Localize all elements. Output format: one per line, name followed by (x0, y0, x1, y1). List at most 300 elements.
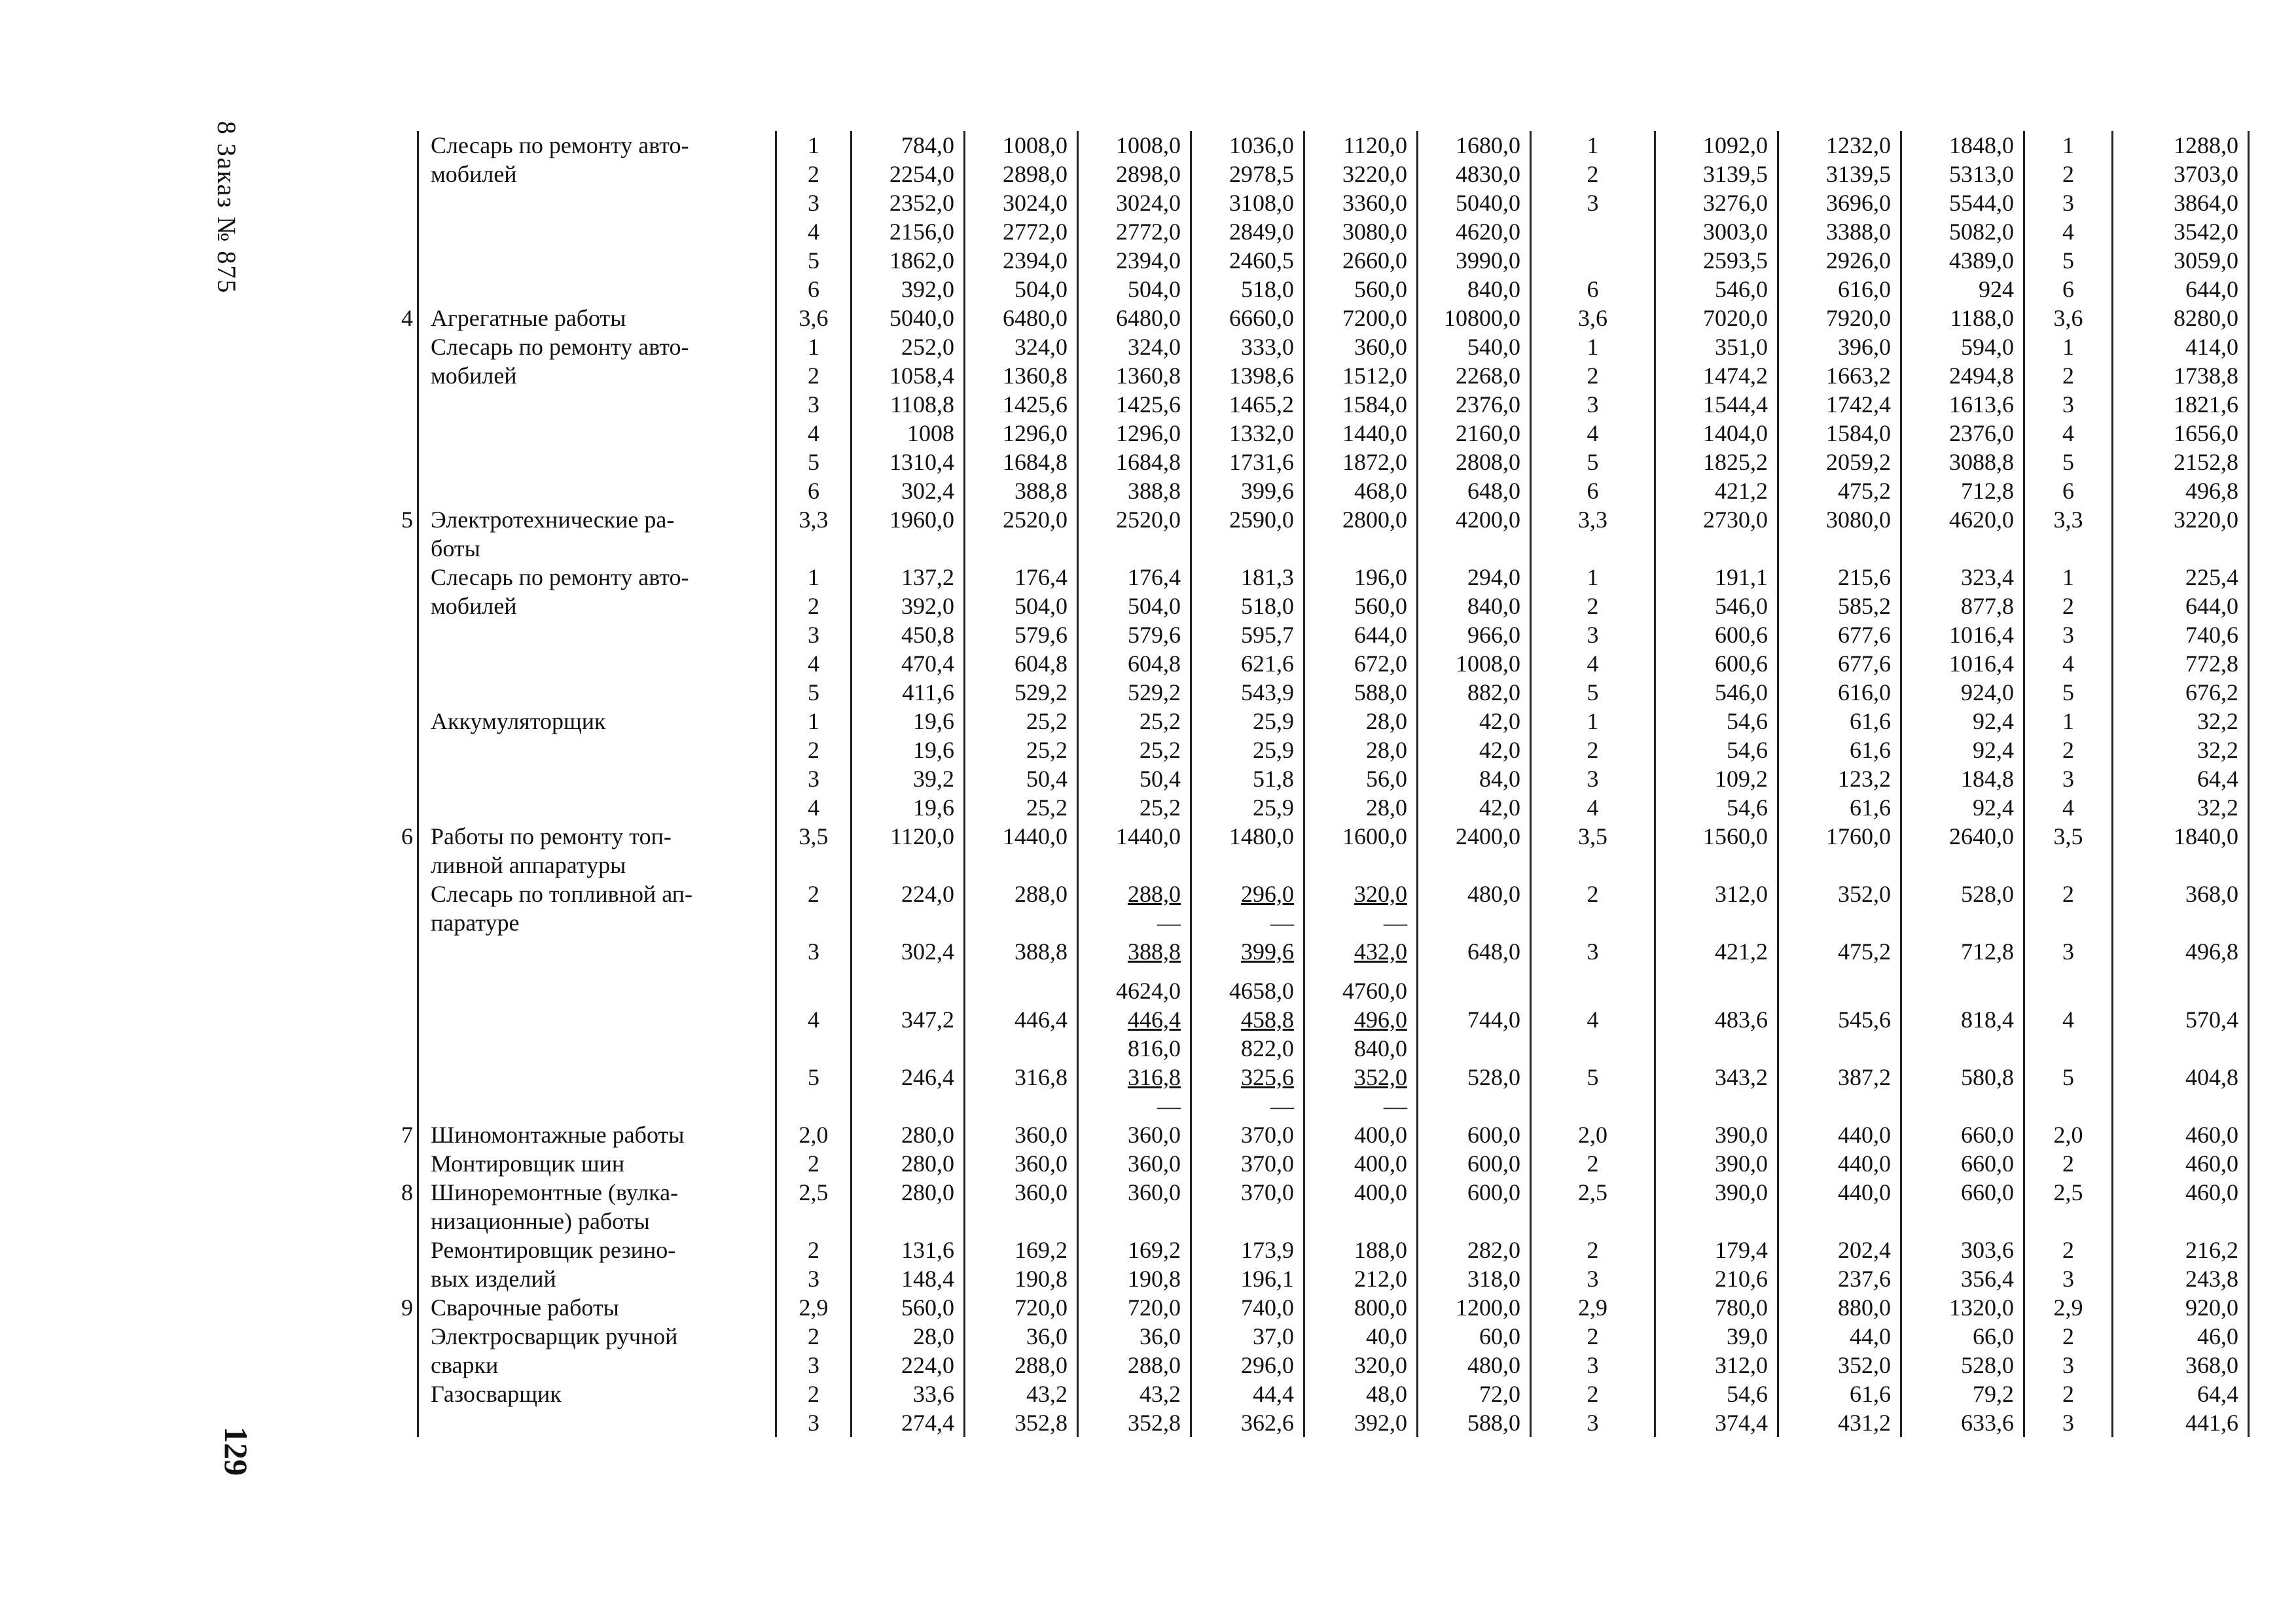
category-c: 4 (2024, 649, 2113, 678)
section-number: 5 (401, 507, 413, 533)
value-cell: 546,0 (1655, 592, 1778, 620)
value-cell: 370,0 (1191, 1149, 1304, 1178)
value-cell: 818,4 (1901, 1005, 2024, 1034)
value-cell: 3108,0 (1191, 188, 1304, 217)
value-cell: 25,9 (1191, 736, 1304, 764)
value-cell: 604,8 (1078, 649, 1191, 678)
value-cell: 560,0 (1304, 592, 1418, 620)
category-b (1531, 246, 1655, 275)
value-cell: 360,0 (1304, 332, 1418, 361)
value-cell: 282,0 (1418, 1236, 1531, 1264)
work-name: Слесарь по топливной ап- (418, 880, 776, 908)
value-cell: 32,2 (2113, 707, 2249, 736)
value-cell (1655, 534, 1778, 563)
value-cell: 621,6 (1191, 649, 1304, 678)
value-cell: 5082,0 (1901, 217, 2024, 246)
value-cell (965, 1092, 1078, 1120)
category-c (2024, 1092, 2113, 1120)
category-b: 3,3 (1531, 505, 1655, 534)
value-cell: 169,2 (1078, 1236, 1191, 1264)
category-a: 3,6 (776, 304, 852, 332)
value-cell: 2352,0 (852, 188, 965, 217)
value-cell (1778, 534, 1901, 563)
category-c: 4 (2024, 217, 2113, 246)
value-cell: 1584,0 (1778, 419, 1901, 448)
category-a: 2 (776, 1149, 852, 1178)
category-b (1531, 1034, 1655, 1063)
value-cell: 302,4 (852, 937, 965, 976)
category-a: 5 (776, 448, 852, 476)
section-number (327, 1092, 418, 1120)
value-cell: 61,6 (1778, 1380, 1901, 1408)
value-cell: 32,2 (2113, 736, 2249, 764)
value-cell: 595,7 (1191, 620, 1304, 649)
work-name: Слесарь по ремонту авто- (418, 563, 776, 592)
value-cell: 352,8 (965, 1408, 1078, 1437)
value-cell: 352,0 (1778, 1351, 1901, 1380)
category-b: 2 (1531, 1380, 1655, 1408)
table-row (327, 1005, 2249, 1034)
category-a: 4 (776, 1005, 852, 1034)
value-cell: 196,1 (1191, 1264, 1304, 1293)
value-cell: 400,0 (1304, 1149, 1418, 1178)
category-a: 5 (776, 1063, 852, 1092)
work-name (418, 793, 776, 822)
table-row (327, 880, 2249, 908)
value-cell: 216,2 (2113, 1236, 2249, 1264)
value-cell (852, 1207, 965, 1236)
value-cell: 33,6 (852, 1380, 965, 1408)
section-number: 8 (401, 1179, 413, 1205)
value-cell: 600,0 (1418, 1120, 1531, 1149)
value-cell: 4830,0 (1418, 160, 1531, 188)
value-cell: 3542,0 (2113, 217, 2249, 246)
category-b: 2 (1531, 1322, 1655, 1351)
value-cell: 6480,0 (1078, 304, 1191, 332)
category-b (1531, 217, 1655, 246)
value-cell: 2460,5 (1191, 246, 1304, 275)
value-cell: 2800,0 (1304, 505, 1418, 534)
section-number (327, 1351, 418, 1380)
category-b: 3 (1531, 1264, 1655, 1293)
value-cell: 19,6 (852, 707, 965, 736)
value-cell: 296,0 (1191, 1351, 1304, 1380)
section-number (327, 361, 418, 390)
value-cell: 720,0 (1078, 1293, 1191, 1322)
work-name (418, 736, 776, 764)
table-row (327, 419, 2249, 448)
value-cell: 560,0 (1304, 275, 1418, 304)
table-row (327, 1322, 2249, 1351)
section-number (327, 476, 418, 505)
value-cell (1418, 1092, 1531, 1120)
category-c: 2 (2024, 361, 2113, 390)
value-cell: 1092,0 (1655, 131, 1778, 160)
value-cell: 2730,0 (1655, 505, 1778, 534)
value-cell: 1296,0 (965, 419, 1078, 448)
category-c: 3 (2024, 1264, 2113, 1293)
value-cell: 588,0 (1418, 1408, 1531, 1437)
value-cell (965, 1034, 1078, 1063)
value-cell: 3080,0 (1778, 505, 1901, 534)
category-c: 3 (2024, 764, 2113, 793)
value-cell: 28,0 (1304, 707, 1418, 736)
category-b (1531, 851, 1655, 880)
category-c: 3 (2024, 188, 2113, 217)
value-cell: 46,0 (2113, 1322, 2249, 1351)
category-b: 3 (1531, 188, 1655, 217)
value-cell: 540,0 (1418, 332, 1531, 361)
value-cell: 475,2 (1778, 476, 1901, 505)
value-cell: 3024,0 (965, 188, 1078, 217)
category-a: 2 (776, 1236, 852, 1264)
value-cell: 215,6 (1778, 563, 1901, 592)
value-cell: — (1191, 908, 1304, 937)
section-number (327, 246, 418, 275)
value-cell: 4624,0 (1078, 976, 1191, 1005)
category-a: 1 (776, 563, 852, 592)
value-cell: 352,0 (1778, 880, 1901, 908)
category-c: 3,6 (2024, 304, 2113, 332)
value-cell: 19,6 (852, 736, 965, 764)
value-cell: 3220,0 (2113, 505, 2249, 534)
value-cell: 370,0 (1191, 1178, 1304, 1207)
value-cell: 660,0 (1901, 1120, 2024, 1149)
value-cell: 800,0 (1304, 1293, 1418, 1322)
value-cell: 224,0 (852, 880, 965, 908)
value-cell: 2394,0 (965, 246, 1078, 275)
value-cell (965, 534, 1078, 563)
work-name (418, 217, 776, 246)
value-cell: 780,0 (1655, 1293, 1778, 1322)
category-c: 3 (2024, 1408, 2113, 1437)
category-c: 1 (2024, 707, 2113, 736)
category-b: 1 (1531, 131, 1655, 160)
value-cell: 1360,8 (1078, 361, 1191, 390)
value-cell: 1008,0 (1418, 649, 1531, 678)
value-cell: 440,0 (1778, 1120, 1901, 1149)
value-cell: 431,2 (1778, 1408, 1901, 1437)
category-b: 2 (1531, 160, 1655, 188)
value-cell: 61,6 (1778, 707, 1901, 736)
category-c: 5 (2024, 678, 2113, 707)
value-cell (2113, 908, 2249, 937)
value-cell: 644,0 (2113, 592, 2249, 620)
value-cell: 32,2 (2113, 793, 2249, 822)
value-cell: 316,8 (965, 1063, 1078, 1092)
value-cell: 740,0 (1191, 1293, 1304, 1322)
category-a: 3 (776, 764, 852, 793)
value-cell (1418, 534, 1531, 563)
section-number (327, 448, 418, 476)
category-c: 2 (2024, 880, 2113, 908)
category-b: 5 (1531, 1063, 1655, 1092)
value-cell: 368,0 (2113, 880, 2249, 908)
value-cell: 414,0 (2113, 332, 2249, 361)
value-cell: 123,2 (1778, 764, 1901, 793)
category-b (1531, 976, 1655, 1005)
work-name: Слесарь по ремонту авто- (418, 131, 776, 160)
category-c: 2 (2024, 1236, 2113, 1264)
value-cell: 1474,2 (1655, 361, 1778, 390)
value-cell: 42,0 (1418, 736, 1531, 764)
value-cell: 190,8 (965, 1264, 1078, 1293)
section-number: 9 (401, 1294, 413, 1321)
section-number (327, 1322, 418, 1351)
value-cell: 1742,4 (1778, 390, 1901, 419)
category-b: 2 (1531, 880, 1655, 908)
value-cell: 131,6 (852, 1236, 965, 1264)
work-name (418, 1092, 776, 1120)
category-c: 6 (2024, 476, 2113, 505)
value-cell: 137,2 (852, 563, 965, 592)
value-cell: 320,0 (1304, 880, 1418, 908)
value-cell: 840,0 (1304, 1034, 1418, 1063)
table-row (327, 1380, 2249, 1408)
work-name: Сварочные работы (418, 1293, 776, 1322)
value-cell: 1120,0 (1304, 131, 1418, 160)
category-b: 2 (1531, 736, 1655, 764)
value-cell: 4389,0 (1901, 246, 2024, 275)
category-a: 4 (776, 649, 852, 678)
work-name: Слесарь по ремонту авто- (418, 332, 776, 361)
value-cell: 39,2 (852, 764, 965, 793)
value-cell: 61,6 (1778, 793, 1901, 822)
order-number-margin (183, 121, 262, 357)
value-cell: 1560,0 (1655, 822, 1778, 851)
value-cell: 388,8 (1078, 937, 1191, 976)
table-row (327, 1034, 2249, 1063)
value-cell: 504,0 (965, 275, 1078, 304)
value-cell: 3696,0 (1778, 188, 1901, 217)
value-cell: 388,8 (965, 937, 1078, 976)
value-cell: 3388,0 (1778, 217, 1901, 246)
category-c: 2,0 (2024, 1120, 2113, 1149)
value-cell: 1296,0 (1078, 419, 1191, 448)
category-a: 1 (776, 707, 852, 736)
table-row (327, 649, 2249, 678)
value-cell: 2772,0 (965, 217, 1078, 246)
section-number (327, 736, 418, 764)
category-a: 4 (776, 419, 852, 448)
section-number: 7 (401, 1122, 413, 1148)
value-cell (1655, 908, 1778, 937)
value-cell: 3003,0 (1655, 217, 1778, 246)
value-cell: 316,8 (1078, 1063, 1191, 1092)
value-cell: 92,4 (1901, 736, 2024, 764)
category-b: 1 (1531, 332, 1655, 361)
value-cell: 440,0 (1778, 1178, 1901, 1207)
value-cell: 25,2 (1078, 707, 1191, 736)
section-number (327, 563, 418, 592)
section-number (327, 1005, 418, 1034)
value-cell: 79,2 (1901, 1380, 2024, 1408)
value-cell: 288,0 (1078, 1351, 1191, 1380)
category-c: 2 (2024, 160, 2113, 188)
value-cell: 3080,0 (1304, 217, 1418, 246)
table-row (327, 1149, 2249, 1178)
value-cell: 3139,5 (1655, 160, 1778, 188)
value-cell: 25,2 (1078, 736, 1191, 764)
value-cell: 480,0 (1418, 1351, 1531, 1380)
category-a (776, 1092, 852, 1120)
value-cell: 588,0 (1304, 678, 1418, 707)
value-cell: 56,0 (1304, 764, 1418, 793)
table-row (327, 707, 2249, 736)
work-name: Работы по ремонту топ- (418, 822, 776, 851)
table-row (327, 764, 2249, 793)
category-a: 1 (776, 131, 852, 160)
section-number: 4 (401, 305, 413, 331)
value-cell: 288,0 (1078, 880, 1191, 908)
value-cell (1655, 851, 1778, 880)
value-cell: 2808,0 (1418, 448, 1531, 476)
category-a (776, 976, 852, 1005)
value-cell: 518,0 (1191, 275, 1304, 304)
value-cell: 324,0 (965, 332, 1078, 361)
value-cell: 4620,0 (1901, 505, 2024, 534)
section-number: 6 (401, 823, 413, 849)
category-b: 1 (1531, 563, 1655, 592)
value-cell: 225,4 (2113, 563, 2249, 592)
value-cell: 1200,0 (1418, 1293, 1531, 1322)
value-cell: 2394,0 (1078, 246, 1191, 275)
value-cell: 181,3 (1191, 563, 1304, 592)
value-cell: 2660,0 (1304, 246, 1418, 275)
value-cell: 2849,0 (1191, 217, 1304, 246)
value-cell: 840,0 (1418, 592, 1531, 620)
value-cell: 579,6 (1078, 620, 1191, 649)
value-cell (1655, 1034, 1778, 1063)
value-cell: 504,0 (1078, 592, 1191, 620)
category-a: 2 (776, 1322, 852, 1351)
category-b: 6 (1531, 275, 1655, 304)
value-cell: 1731,6 (1191, 448, 1304, 476)
value-cell: 1332,0 (1191, 419, 1304, 448)
value-cell: 600,0 (1418, 1178, 1531, 1207)
value-cell: 1440,0 (1304, 419, 1418, 448)
value-cell: 352,8 (1078, 1408, 1191, 1437)
category-a: 2 (776, 736, 852, 764)
value-cell (1655, 976, 1778, 1005)
value-cell (1418, 1034, 1531, 1063)
value-cell (852, 851, 965, 880)
value-cell: 740,6 (2113, 620, 2249, 649)
value-cell: 720,0 (965, 1293, 1078, 1322)
value-cell (1304, 851, 1418, 880)
value-cell (1655, 1207, 1778, 1236)
labor-rates-table (327, 131, 2250, 1437)
value-cell: 594,0 (1901, 332, 2024, 361)
category-a: 3 (776, 1408, 852, 1437)
value-cell: 677,6 (1778, 649, 1901, 678)
work-name (418, 188, 776, 217)
value-cell: 392,0 (852, 275, 965, 304)
value-cell: 545,6 (1778, 1005, 1901, 1034)
value-cell: 202,4 (1778, 1236, 1901, 1264)
value-cell: 2520,0 (965, 505, 1078, 534)
category-a: 6 (776, 275, 852, 304)
value-cell: 784,0 (852, 131, 965, 160)
value-cell: — (1191, 1092, 1304, 1120)
value-cell: 2772,0 (1078, 217, 1191, 246)
value-cell: 351,0 (1655, 332, 1778, 361)
category-b: 4 (1531, 419, 1655, 448)
category-a: 3,5 (776, 822, 852, 851)
table-row (327, 534, 2249, 563)
value-cell: 3088,8 (1901, 448, 2024, 476)
value-cell: 882,0 (1418, 678, 1531, 707)
work-name (418, 1034, 776, 1063)
value-cell: 600,6 (1655, 649, 1778, 678)
value-cell: 2898,0 (1078, 160, 1191, 188)
category-a: 1 (776, 332, 852, 361)
value-cell: 475,2 (1778, 937, 1901, 976)
value-cell: 966,0 (1418, 620, 1531, 649)
value-cell: 92,4 (1901, 793, 2024, 822)
value-cell: 190,8 (1078, 1264, 1191, 1293)
value-cell: 1425,6 (1078, 390, 1191, 419)
value-cell: 66,0 (1901, 1322, 2024, 1351)
value-cell (852, 908, 965, 937)
section-number (327, 880, 418, 908)
category-b: 2 (1531, 1149, 1655, 1178)
value-cell (1191, 534, 1304, 563)
category-b (1531, 534, 1655, 563)
value-cell: 25,2 (965, 736, 1078, 764)
section-number (327, 620, 418, 649)
value-cell: 54,6 (1655, 707, 1778, 736)
value-cell: 660,0 (1901, 1149, 2024, 1178)
value-cell: 672,0 (1304, 649, 1418, 678)
value-cell: 560,0 (852, 1293, 965, 1322)
category-a: 3,3 (776, 505, 852, 534)
category-b: 2,5 (1531, 1178, 1655, 1207)
work-name (418, 649, 776, 678)
value-cell (1778, 908, 1901, 937)
section-number (327, 592, 418, 620)
value-cell: 1680,0 (1418, 131, 1531, 160)
value-cell: 10800,0 (1418, 304, 1531, 332)
work-name (418, 620, 776, 649)
work-name: сварки (418, 1351, 776, 1380)
value-cell: 64,4 (2113, 1380, 2249, 1408)
category-a: 3 (776, 390, 852, 419)
value-cell: 2590,0 (1191, 505, 1304, 534)
value-cell: 2926,0 (1778, 246, 1901, 275)
category-c: 3,3 (2024, 505, 2113, 534)
category-c: 2 (2024, 1149, 2113, 1178)
value-cell: 36,0 (1078, 1322, 1191, 1351)
value-cell (2113, 1207, 2249, 1236)
category-c (2024, 908, 2113, 937)
value-cell: 1016,4 (1901, 649, 2024, 678)
value-cell: 356,4 (1901, 1264, 2024, 1293)
table-row (327, 217, 2249, 246)
category-c: 1 (2024, 563, 2113, 592)
value-cell: 676,2 (2113, 678, 2249, 707)
category-b: 5 (1531, 678, 1655, 707)
value-cell: 2400,0 (1418, 822, 1531, 851)
value-cell: 303,6 (1901, 1236, 2024, 1264)
category-c: 4 (2024, 419, 2113, 448)
work-name (418, 976, 776, 1005)
work-name: Ремонтировщик резино- (418, 1236, 776, 1264)
value-cell: 352,0 (1304, 1063, 1418, 1092)
value-cell (1778, 851, 1901, 880)
value-cell: 347,2 (852, 1005, 965, 1034)
value-cell: 2640,0 (1901, 822, 2024, 851)
